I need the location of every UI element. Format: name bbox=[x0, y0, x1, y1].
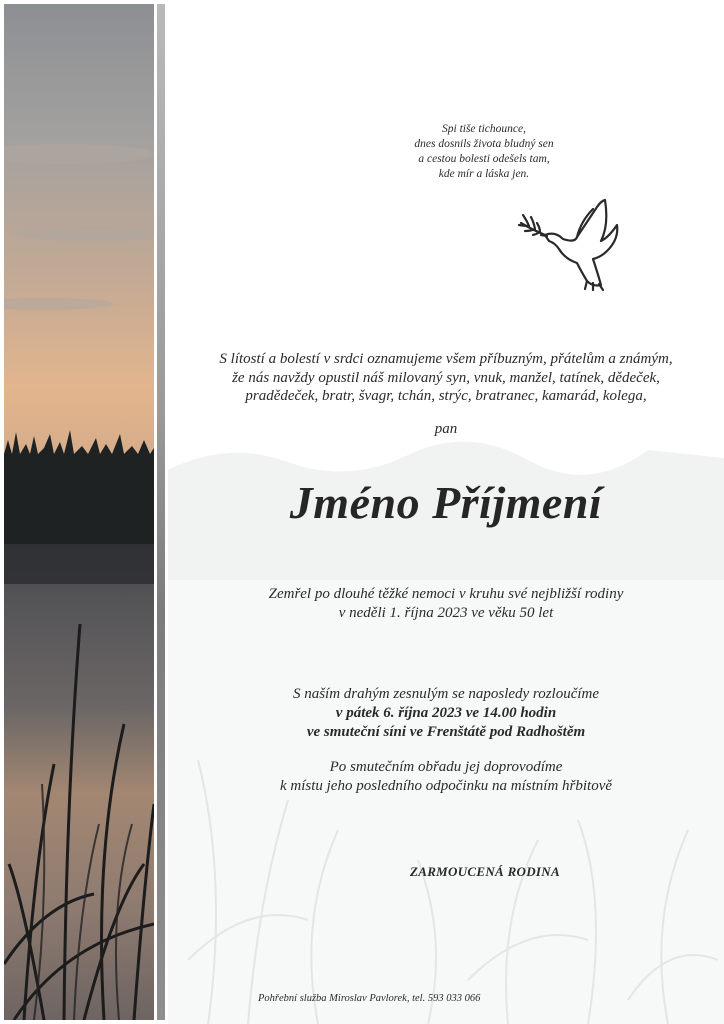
title-word: pan bbox=[434, 421, 458, 437]
ceremony-intro: S naším drahým zesnulým se naposledy rozloučíme bbox=[292, 686, 600, 702]
escort-info bbox=[168, 758, 724, 796]
vertical-divider bbox=[157, 4, 165, 1020]
deceased-name: Jméno Příjmení bbox=[289, 477, 603, 528]
funeral-service-footer: Pohřební služba Miroslav Pavlorek, tel. 593 033 066 bbox=[258, 993, 481, 1004]
death-info bbox=[168, 585, 724, 623]
sunset-lake-image bbox=[4, 4, 154, 1020]
announcement-line: S lítostí a bolestí v srdci oznamujeme všem příbuzným, přátelům a známým, bbox=[219, 351, 673, 367]
poem-line: dnes dosnils života bludný sen bbox=[414, 138, 554, 150]
poem-line: a cestou bolesti odešels tam, bbox=[418, 153, 550, 165]
announcement-line: že nás navždy opustil náš milovaný syn, vnuk, manžel, tatínek, dědeček, bbox=[232, 369, 660, 386]
announcement-text bbox=[168, 350, 724, 406]
announcement-line: pradědeček, bratr, švagr, tchán, strýc, bratranec, kamarád, kolega, bbox=[245, 388, 647, 404]
ceremony-info bbox=[168, 685, 724, 742]
dove-with-olive-branch-icon bbox=[515, 195, 621, 293]
poem-line: Spi tiše tichounce, bbox=[442, 123, 526, 135]
death-info-line: Zemřel po dlouhé těžké nemoci v kruhu své nejbližší rodiny bbox=[268, 586, 624, 602]
death-info-line: v neděli 1. října 2023 ve věku 50 let bbox=[338, 605, 554, 621]
ceremony-place: ve smuteční síni ve Frenštátě pod Radhoštěm bbox=[306, 724, 586, 740]
escort-line: Po smutečním obřadu jej doprovodíme bbox=[329, 759, 563, 775]
poem-line: kde mír a láska jen. bbox=[438, 168, 530, 180]
escort-line: k místu jeho posledního odpočinku na místním hřbitově bbox=[279, 778, 613, 794]
poem bbox=[384, 122, 584, 182]
family-signature: ZARMOUCENÁ RODINA bbox=[410, 864, 560, 879]
ceremony-date: v pátek 6. října 2023 ve 14.00 hodin bbox=[335, 705, 557, 721]
